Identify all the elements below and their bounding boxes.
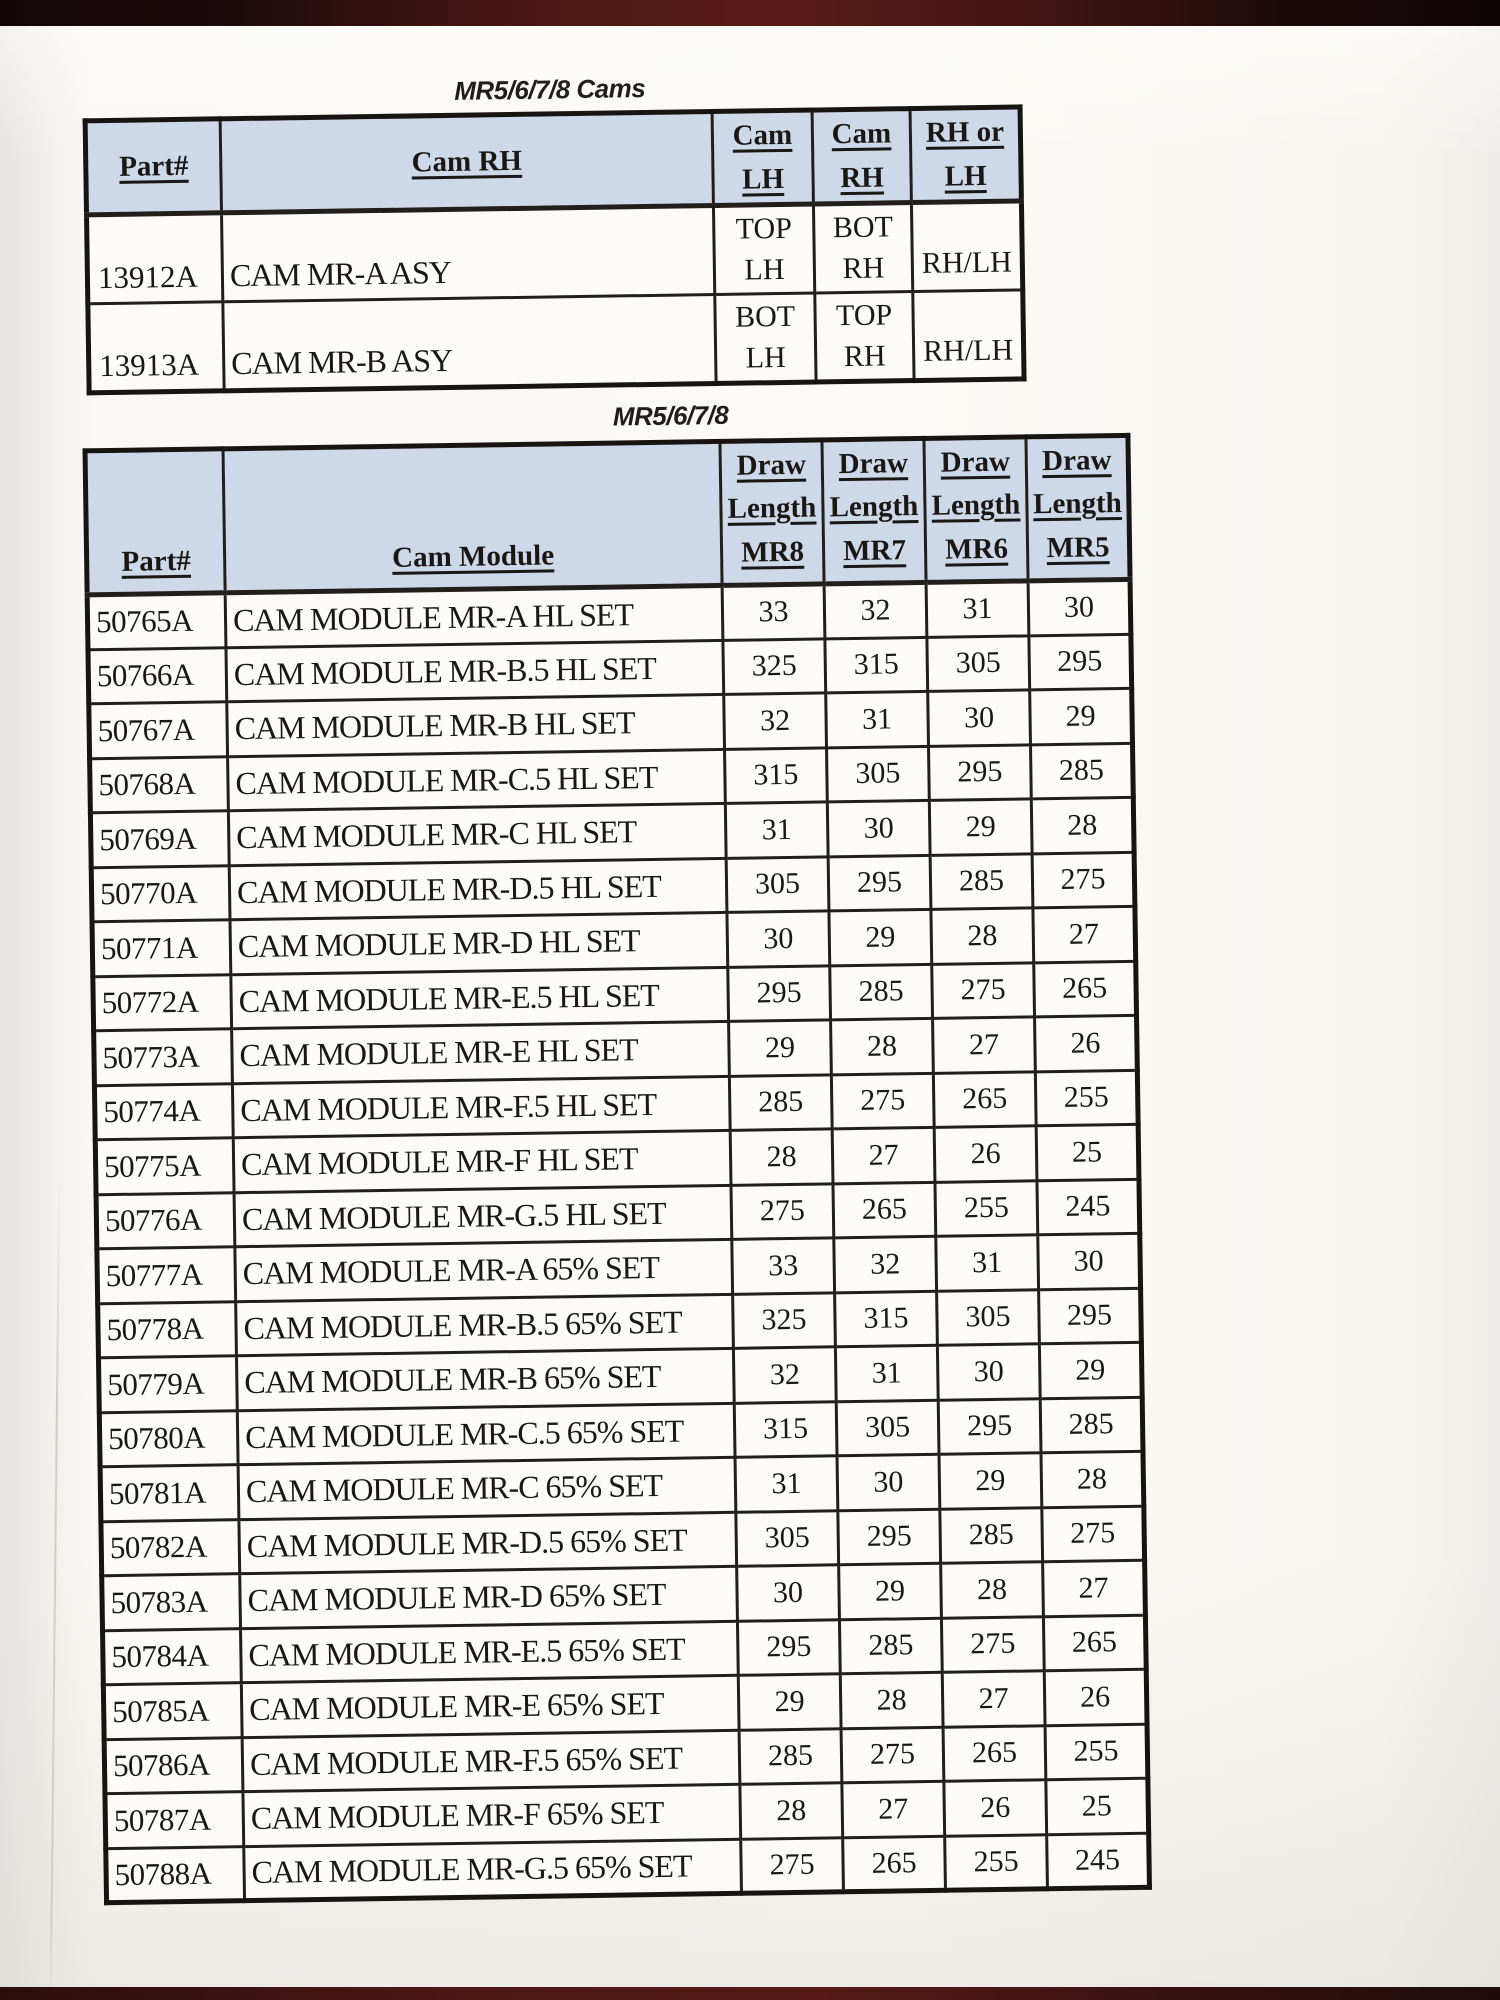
- draw-length-mr8-cell: 28: [730, 1129, 833, 1185]
- draw-length-mr8-cell: 29: [729, 1020, 832, 1076]
- draw-length-mr5-cell: 27: [1033, 906, 1136, 962]
- draw-length-mr6-cell: 26: [944, 1780, 1047, 1836]
- photo-edge-top: [0, 0, 1500, 26]
- draw-length-mr8-cell: 315: [725, 747, 828, 803]
- cam-module-cell: CAM MODULE MR-E 65% SET: [241, 1675, 739, 1737]
- modules-table: [82, 432, 1152, 1905]
- part-number-cell: 50777A: [97, 1247, 236, 1304]
- part-number-cell: 50774A: [94, 1083, 233, 1140]
- cam-lh-cell: [713, 204, 814, 294]
- modules-table-header: [85, 435, 1130, 595]
- draw-length-mr7-cell: 27: [842, 1781, 945, 1837]
- draw-length-mr6-cell: 275: [932, 962, 1035, 1018]
- header-line: LH: [741, 162, 785, 196]
- rh-or-lh-cell: RH/LH: [911, 201, 1022, 291]
- header-line: RH: [840, 160, 885, 194]
- cam-module-cell: CAM MODULE MR-B.5 HL SET: [226, 640, 724, 702]
- header-line: Cam: [831, 117, 892, 151]
- header-line: Part#: [121, 544, 192, 578]
- draw-length-mr8-cell: 325: [723, 638, 826, 694]
- draw-length-mr6-cell: 305: [937, 1289, 1040, 1345]
- draw-length-mr5-cell: 30: [1038, 1233, 1141, 1289]
- draw-length-mr7-cell: 315: [825, 637, 928, 693]
- part-number-cell: 50769A: [90, 811, 229, 868]
- cam-module-cell: CAM MODULE MR-C HL SET: [228, 803, 726, 865]
- draw-length-mr8-cell: 295: [728, 965, 831, 1021]
- draw-length-mr5-cell: 245: [1037, 1179, 1140, 1235]
- part-number-cell: 50786A: [104, 1737, 243, 1794]
- draw-length-mr5-cell: 255: [1045, 1724, 1148, 1780]
- draw-length-mr7-cell: 28: [831, 1018, 934, 1074]
- draw-length-mr7-cell: 31: [835, 1345, 938, 1401]
- draw-length-mr5-cell: 26: [1035, 1015, 1138, 1071]
- cam-lh-cell: [715, 293, 816, 383]
- draw-length-mr5-cell: 295: [1039, 1288, 1142, 1344]
- cam-module-cell: CAM MODULE MR-F.5 HL SET: [232, 1076, 730, 1138]
- cams-table-body: [87, 201, 1025, 392]
- draw-length-mr5-cell: 29: [1030, 688, 1133, 744]
- draw-length-mr5-cell: 255: [1035, 1070, 1138, 1126]
- part-number-cell: 13912A: [87, 213, 223, 304]
- header-line: MR7: [842, 533, 907, 567]
- col-header-part-number: [85, 448, 225, 595]
- part-number-cell: 50775A: [95, 1138, 234, 1195]
- cam-module-cell: CAM MODULE MR-F HL SET: [233, 1130, 731, 1192]
- header-line: Cam: [732, 118, 793, 152]
- draw-length-mr5-cell: 30: [1028, 579, 1131, 635]
- draw-length-mr8-cell: 31: [725, 802, 828, 858]
- cam-description-cell: CAM MR-B ASY: [223, 294, 716, 390]
- draw-length-mr8-cell: 315: [734, 1401, 837, 1457]
- draw-length-mr6-cell: 27: [942, 1671, 1045, 1727]
- draw-length-mr8-cell: 285: [729, 1074, 832, 1130]
- part-number-cell: 13913A: [88, 302, 224, 393]
- draw-length-mr6-cell: 31: [936, 1235, 1039, 1291]
- draw-length-mr7-cell: 265: [843, 1836, 946, 1892]
- draw-length-mr6-cell: 295: [928, 744, 1031, 800]
- draw-length-mr7-cell: 29: [829, 909, 932, 965]
- draw-length-mr5-cell: 25: [1036, 1124, 1139, 1180]
- draw-length-mr6-cell: 30: [928, 690, 1031, 746]
- draw-length-mr6-cell: 285: [930, 853, 1033, 909]
- draw-length-mr5-cell: 265: [1043, 1615, 1146, 1671]
- draw-length-mr8-cell: 305: [726, 856, 829, 912]
- draw-length-mr6-cell: 31: [926, 581, 1029, 637]
- header-line: Draw: [838, 446, 909, 480]
- part-number-cell: 50765A: [87, 593, 226, 650]
- cam-module-cell: CAM MODULE MR-G.5 HL SET: [234, 1185, 732, 1247]
- part-number-cell: 50782A: [101, 1519, 240, 1576]
- draw-length-mr7-cell: 305: [827, 746, 930, 802]
- col-header-draw-length-mr5: [1026, 435, 1130, 581]
- col-header-part-number: [85, 119, 221, 215]
- draw-length-mr6-cell: 26: [934, 1126, 1037, 1182]
- cell-line: TOP: [735, 211, 793, 246]
- part-number-cell: 50785A: [103, 1683, 242, 1740]
- header-line: MR8: [740, 535, 805, 569]
- cam-module-cell: CAM MODULE MR-C.5 HL SET: [228, 749, 726, 811]
- header-line: Length: [931, 488, 1021, 522]
- draw-length-mr6-cell: 265: [933, 1071, 1036, 1127]
- col-header-cam-rh: [812, 109, 911, 204]
- draw-length-mr7-cell: 295: [828, 855, 931, 911]
- draw-length-mr8-cell: 275: [741, 1837, 844, 1893]
- cam-module-cell: CAM MODULE MR-B 65% SET: [236, 1348, 734, 1410]
- draw-length-mr5-cell: 295: [1029, 634, 1132, 690]
- col-header-cam-lh: [712, 110, 813, 205]
- part-number-cell: 50779A: [98, 1356, 237, 1413]
- draw-length-mr6-cell: 305: [927, 635, 1030, 691]
- header-line: Cam RH: [411, 144, 523, 179]
- draw-length-mr5-cell: 265: [1034, 961, 1137, 1017]
- draw-length-mr6-cell: 265: [943, 1725, 1046, 1781]
- cam-module-cell: CAM MODULE MR-E HL SET: [232, 1021, 730, 1083]
- cams-table-row: [88, 290, 1024, 393]
- col-header-cam-rh-desc: [220, 112, 713, 213]
- header-line: MR6: [944, 532, 1009, 566]
- draw-length-mr8-cell: 305: [736, 1510, 839, 1566]
- draw-length-mr7-cell: 285: [830, 964, 933, 1020]
- draw-length-mr8-cell: 33: [722, 584, 825, 640]
- cam-rh-cell: [815, 291, 914, 381]
- cell-line: LH: [745, 341, 786, 375]
- col-header-rh-or-lh: [910, 107, 1021, 203]
- cams-table-header: [85, 107, 1021, 215]
- col-header-draw-length-mr6: [924, 436, 1028, 582]
- col-header-cam-module: [223, 441, 722, 593]
- draw-length-mr7-cell: 27: [832, 1127, 935, 1183]
- draw-length-mr5-cell: 25: [1046, 1778, 1149, 1834]
- draw-length-mr8-cell: 285: [739, 1728, 842, 1784]
- part-number-cell: 50783A: [102, 1574, 241, 1631]
- cam-module-cell: CAM MODULE MR-D HL SET: [230, 912, 728, 974]
- part-number-cell: 50773A: [94, 1029, 233, 1086]
- cell-line: LH: [744, 253, 785, 287]
- cam-module-cell: CAM MODULE MR-C 65% SET: [238, 1457, 736, 1519]
- draw-length-mr7-cell: 29: [839, 1563, 942, 1619]
- draw-length-mr7-cell: 275: [831, 1073, 934, 1129]
- col-header-draw-length-mr7: [822, 438, 926, 584]
- draw-length-mr5-cell: 275: [1042, 1506, 1145, 1562]
- modules-table-body: [87, 579, 1149, 1902]
- draw-length-mr8-cell: 30: [737, 1565, 840, 1621]
- draw-length-mr5-cell: 275: [1032, 852, 1135, 908]
- cam-module-cell: CAM MODULE MR-B.5 65% SET: [236, 1294, 734, 1356]
- cell-line: BOT: [832, 210, 894, 245]
- draw-length-mr5-cell: 285: [1030, 743, 1133, 799]
- part-number-cell: 50788A: [106, 1846, 245, 1903]
- draw-length-mr6-cell: 275: [941, 1616, 1044, 1672]
- cell-line: RH: [842, 251, 885, 286]
- header-line: MR5: [1046, 530, 1110, 564]
- draw-length-mr6-cell: 29: [929, 799, 1032, 855]
- part-number-cell: 50780A: [99, 1410, 238, 1467]
- draw-length-mr8-cell: 325: [733, 1292, 836, 1348]
- part-number-cell: 50784A: [103, 1628, 242, 1685]
- header-line: Length: [727, 491, 817, 525]
- part-number-cell: 50781A: [100, 1465, 239, 1522]
- draw-length-mr6-cell: 255: [935, 1180, 1038, 1236]
- draw-length-mr7-cell: 28: [840, 1672, 943, 1728]
- cell-line: BOT: [734, 299, 796, 334]
- cell-line: RH: [843, 339, 886, 374]
- draw-length-mr5-cell: 28: [1041, 1451, 1144, 1507]
- cam-module-cell: CAM MODULE MR-B HL SET: [227, 694, 725, 756]
- photo-edge-bottom: [0, 1987, 1500, 2000]
- draw-length-mr8-cell: 32: [724, 693, 827, 749]
- cam-description-cell: CAM MR-A ASY: [222, 206, 715, 302]
- header-line: Draw: [1041, 443, 1112, 477]
- part-number-cell: 50767A: [89, 702, 228, 759]
- draw-length-mr8-cell: 30: [727, 911, 830, 967]
- header-line: Part#: [118, 149, 189, 183]
- cam-module-cell: CAM MODULE MR-A HL SET: [225, 585, 723, 647]
- header-line: RH or: [925, 115, 1005, 149]
- draw-length-mr5-cell: 28: [1031, 797, 1134, 853]
- cam-module-cell: CAM MODULE MR-F.5 65% SET: [242, 1730, 740, 1792]
- draw-length-mr7-cell: 30: [827, 800, 930, 856]
- part-number-cell: 50771A: [92, 920, 231, 977]
- draw-length-mr8-cell: 275: [731, 1183, 834, 1239]
- col-header-draw-length-mr8: [720, 439, 824, 585]
- cam-module-cell: CAM MODULE MR-C.5 65% SET: [237, 1403, 735, 1465]
- draw-length-mr7-cell: 315: [835, 1291, 938, 1347]
- cam-rh-cell: [813, 203, 912, 293]
- draw-length-mr5-cell: 245: [1047, 1833, 1150, 1889]
- cam-module-cell: CAM MODULE MR-F 65% SET: [243, 1784, 741, 1846]
- draw-length-mr6-cell: 285: [940, 1507, 1043, 1563]
- draw-length-mr7-cell: 295: [838, 1509, 941, 1565]
- draw-length-mr8-cell: 295: [737, 1619, 840, 1675]
- draw-length-mr5-cell: 26: [1044, 1669, 1147, 1725]
- cam-module-cell: CAM MODULE MR-E.5 HL SET: [231, 967, 729, 1029]
- part-number-cell: 50778A: [98, 1301, 237, 1358]
- draw-length-mr6-cell: 27: [933, 1017, 1036, 1073]
- cam-module-cell: CAM MODULE MR-D.5 HL SET: [229, 858, 727, 920]
- cam-module-cell: CAM MODULE MR-A 65% SET: [235, 1239, 733, 1301]
- draw-length-mr6-cell: 255: [945, 1834, 1048, 1890]
- part-number-cell: 50776A: [96, 1192, 235, 1249]
- draw-length-mr8-cell: 29: [738, 1674, 841, 1730]
- draw-length-mr7-cell: 32: [834, 1236, 937, 1292]
- draw-length-mr7-cell: 285: [839, 1618, 942, 1674]
- cam-module-cell: CAM MODULE MR-G.5 65% SET: [244, 1839, 742, 1901]
- part-number-cell: 50770A: [91, 865, 230, 922]
- draw-length-mr7-cell: 31: [826, 691, 929, 747]
- draw-length-mr6-cell: 29: [939, 1453, 1042, 1509]
- part-number-cell: 50787A: [105, 1792, 244, 1849]
- draw-length-mr5-cell: 285: [1040, 1397, 1143, 1453]
- draw-length-mr7-cell: 275: [841, 1727, 944, 1783]
- part-number-cell: 50768A: [90, 756, 229, 813]
- draw-length-mr8-cell: 28: [740, 1783, 843, 1839]
- cam-module-cell: CAM MODULE MR-E.5 65% SET: [241, 1621, 739, 1683]
- cell-line: TOP: [835, 298, 893, 332]
- header-line: Length: [829, 490, 919, 524]
- draw-length-mr7-cell: 32: [824, 582, 927, 638]
- draw-length-mr6-cell: 28: [941, 1562, 1044, 1618]
- part-number-cell: 50772A: [93, 974, 232, 1031]
- draw-length-mr5-cell: 29: [1039, 1342, 1142, 1398]
- draw-length-mr8-cell: 33: [732, 1238, 835, 1294]
- header-line: Length: [1032, 487, 1122, 521]
- cams-table-row: [87, 201, 1023, 304]
- header-line: Cam Module: [391, 538, 555, 574]
- cams-table: [83, 104, 1027, 394]
- draw-length-mr6-cell: 295: [938, 1398, 1041, 1454]
- modules-table-title: MR5/6/7/8: [612, 399, 729, 432]
- draw-length-mr6-cell: 30: [937, 1344, 1040, 1400]
- header-line: Draw: [940, 445, 1011, 479]
- draw-length-mr8-cell: 32: [733, 1347, 836, 1403]
- part-number-cell: 50766A: [88, 647, 227, 704]
- rh-or-lh-cell: RH/LH: [913, 290, 1024, 380]
- draw-length-mr6-cell: 28: [931, 908, 1034, 964]
- draw-length-mr5-cell: 27: [1043, 1560, 1146, 1616]
- cams-table-title: MR5/6/7/8 Cams: [454, 73, 646, 106]
- draw-length-mr7-cell: 30: [837, 1454, 940, 1510]
- draw-length-mr7-cell: 305: [836, 1400, 939, 1456]
- cam-module-cell: CAM MODULE MR-D.5 65% SET: [239, 1512, 737, 1574]
- header-line: Draw: [736, 448, 807, 482]
- draw-length-mr7-cell: 265: [833, 1182, 936, 1238]
- draw-length-mr8-cell: 31: [735, 1456, 838, 1512]
- cam-module-cell: CAM MODULE MR-D 65% SET: [240, 1566, 738, 1628]
- header-line: LH: [944, 159, 987, 193]
